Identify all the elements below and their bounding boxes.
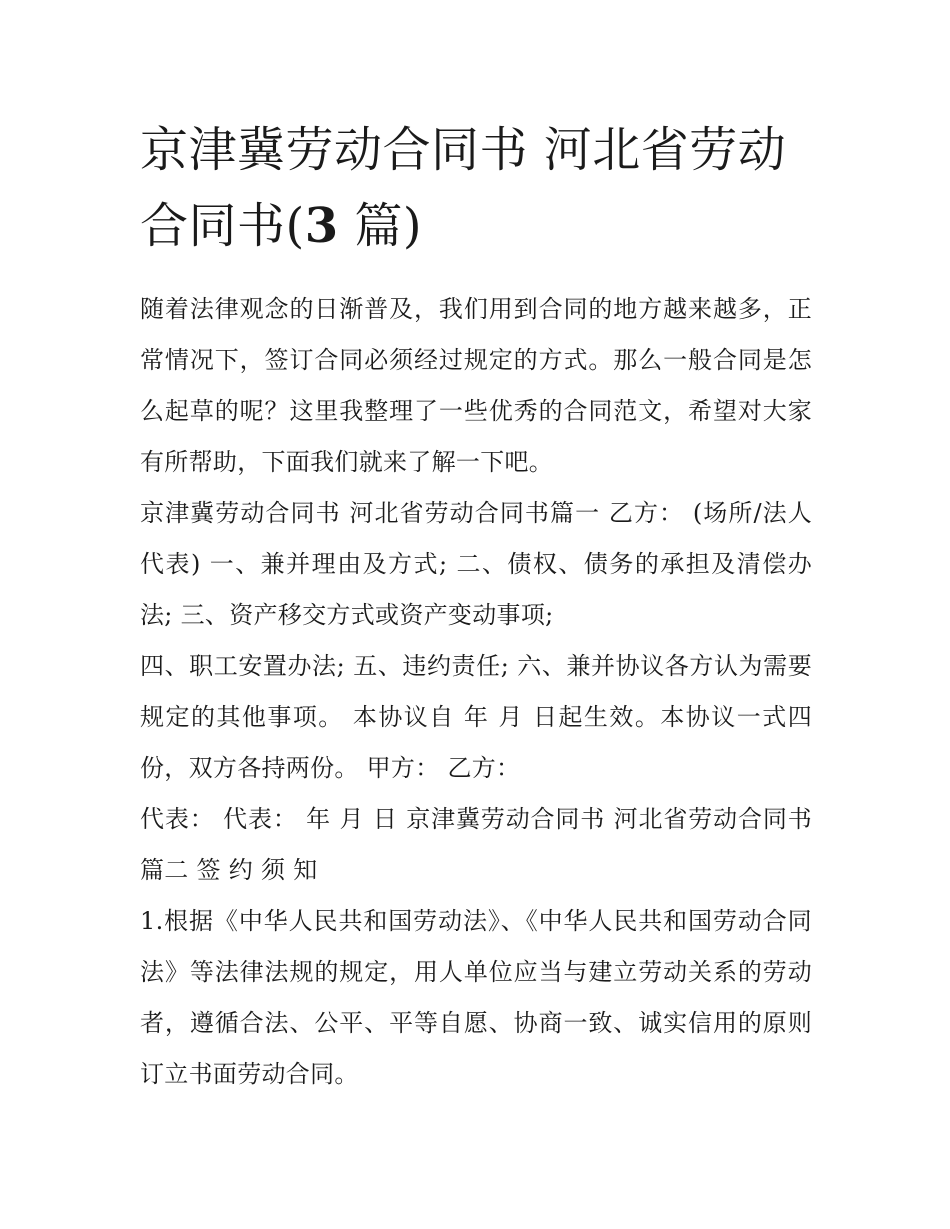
paragraph-terms: 四、职工安置办法; 五、违约责任; 六、兼并协议各方认为需要规定的其他事项。 本协议自 年 月 日起生效。本协议一式四份，双方各持两份。 甲方： 乙方： bbox=[140, 652, 812, 782]
paragraph-part-one: 京津冀劳动合同书 河北省劳动合同书篇一 乙方： (场所/法人代表) 一、兼并理由及方式; 二、债权、债务的承担及清偿办法; 三、资产移交方式或资产变动事项; bbox=[140, 499, 812, 629]
paragraph-notice-1: 1.根据《中华人民共和国劳动法》、《中华人民共和国劳动合同法》等法律法规的规定，用人单位应当与建立劳动关系的劳动者，遵循合法、公平、平等自愿、协商一致、诚实信用的原则订立书面劳动合同。 bbox=[140, 907, 812, 1088]
intro-paragraph: 随着法律观念的日渐普及，我们用到合同的地方越来越多，正常情况下，签订合同必须经过规定的方式。那么一般合同是怎么起草的呢？这里我整理了一些优秀的合同范文，希望对大家有所帮助，下面我们就来了解一下吧。 bbox=[140, 295, 812, 476]
paragraph-signature: 代表： 代表： 年 月 日 京津冀劳动合同书 河北省劳动合同书篇二 签 约 须 知 bbox=[140, 805, 812, 884]
title-text: 京津冀劳动合同书 河北省劳动合同书( bbox=[140, 122, 787, 254]
title-count: 3 bbox=[304, 198, 339, 254]
document-title bbox=[140, 112, 812, 264]
title-suffix: 篇) bbox=[338, 198, 423, 254]
document-content bbox=[140, 112, 812, 1100]
